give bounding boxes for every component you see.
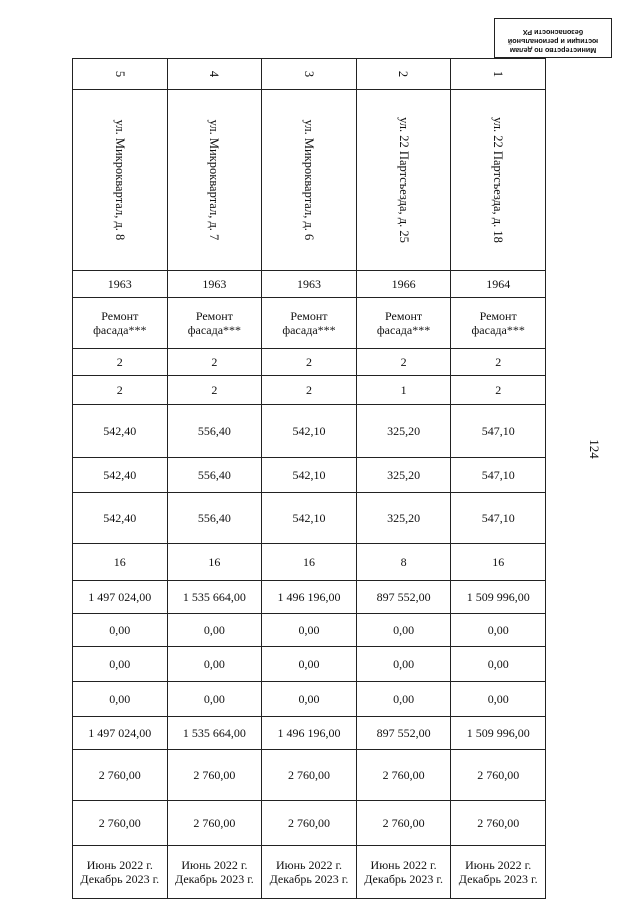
table-cell-c4	[167, 682, 262, 717]
table-cell-a2	[262, 458, 357, 493]
cell-value: 0,00	[298, 657, 320, 671]
table-cell-v1	[167, 349, 262, 376]
table-cell-time	[262, 846, 357, 899]
cell-value: 16	[113, 555, 126, 569]
table-cell-c3	[451, 647, 546, 682]
table-cell-address	[262, 90, 357, 271]
cell-value: 1964	[486, 277, 511, 291]
table-cell-a2	[451, 458, 546, 493]
table-cell-c1	[356, 581, 451, 614]
column-number: 4	[207, 70, 222, 78]
page-number: 124	[587, 439, 602, 459]
cell-value: 1966	[391, 277, 416, 291]
cell-value: 1 497 024,00	[88, 726, 152, 740]
table-cell-v2	[451, 376, 546, 405]
table-cell-a1	[262, 405, 357, 458]
table-cell-c5	[262, 717, 357, 750]
table-cell-c4	[73, 682, 168, 717]
table-cell-c2	[167, 614, 262, 647]
table-cell-c4	[356, 682, 451, 717]
table-cell-c5	[451, 717, 546, 750]
table-cell-v1	[73, 349, 168, 376]
column-number: 3	[301, 70, 316, 78]
address-label: ул. Микроквартал, д. 8	[112, 119, 127, 241]
table-cell-address	[451, 90, 546, 271]
cell-value: 0,00	[203, 692, 225, 706]
table-cell-time	[356, 846, 451, 899]
table-row	[73, 682, 546, 717]
cell-value: 0,00	[393, 623, 415, 637]
table-cell-c2	[356, 614, 451, 647]
cell-value: 1 496 196,00	[277, 726, 341, 740]
cell-value: 542,40	[103, 468, 137, 482]
cell-value: 2 760,00	[287, 768, 330, 782]
table-cell-year	[167, 271, 262, 298]
end-period: Декабрь 2023 г.	[364, 872, 443, 886]
table-cell-c5	[73, 717, 168, 750]
table-cell-no	[167, 59, 262, 90]
table-cell-a3	[167, 493, 262, 544]
cell-value: 0,00	[298, 623, 320, 637]
table-cell-c1	[451, 581, 546, 614]
cell-value: 1963	[202, 277, 227, 291]
table-cell-cnt	[451, 544, 546, 581]
table-cell-a2	[73, 458, 168, 493]
table-cell-c3	[356, 647, 451, 682]
cell-value: 0,00	[109, 692, 131, 706]
table-cell-c5	[356, 717, 451, 750]
cell-value: 542,10	[292, 468, 326, 482]
cell-value: 1963	[296, 277, 321, 291]
cell-value: 2	[211, 383, 218, 397]
cell-value: 897 552,00	[376, 590, 431, 604]
table-cell-cnt	[356, 544, 451, 581]
cell-value: 542,10	[292, 511, 326, 525]
cell-value: 2 760,00	[382, 768, 425, 782]
cell-value: 0,00	[487, 623, 509, 637]
cell-value: 16	[208, 555, 221, 569]
cell-value: 542,40	[103, 424, 137, 438]
table-row	[73, 750, 546, 801]
table-cell-a1	[356, 405, 451, 458]
table-cell-work	[73, 298, 168, 349]
table-cell-no	[451, 59, 546, 90]
table-row	[73, 376, 546, 405]
table-cell-c4	[451, 682, 546, 717]
table-cell-u2	[451, 801, 546, 846]
table-cell-u2	[262, 801, 357, 846]
table-row	[73, 614, 546, 647]
table-cell-a2	[167, 458, 262, 493]
table-cell-c3	[73, 647, 168, 682]
cell-value: 542,40	[103, 511, 137, 525]
cell-value: 542,10	[292, 424, 326, 438]
work-type: Ремонт фасада***	[187, 309, 242, 337]
table-cell-c2	[451, 614, 546, 647]
table-cell-a1	[451, 405, 546, 458]
table-row	[73, 801, 546, 846]
table-cell-c3	[262, 647, 357, 682]
cell-value: 1 509 996,00	[466, 590, 530, 604]
table-cell-v2	[356, 376, 451, 405]
table-cell-a3	[356, 493, 451, 544]
column-number: 1	[491, 70, 506, 78]
start-period: Июнь 2022 г.	[181, 858, 248, 872]
table-row	[73, 298, 546, 349]
table-cell-c4	[262, 682, 357, 717]
table-cell-a3	[73, 493, 168, 544]
work-type: Ремонт фасада***	[282, 309, 336, 337]
table-row	[73, 349, 546, 376]
table-cell-u1	[451, 750, 546, 801]
address-label: ул. 22 Партсъезда, д. 18	[491, 117, 506, 243]
table-cell-address	[167, 90, 262, 271]
work-type: Ремонт фасада***	[471, 309, 525, 337]
cell-value: 2	[400, 355, 407, 369]
cell-value: 1 535 664,00	[182, 726, 246, 740]
start-period: Июнь 2022 г.	[275, 858, 343, 872]
table-cell-u2	[167, 801, 262, 846]
start-period: Июнь 2022 г.	[370, 858, 437, 872]
cell-value: 0,00	[487, 692, 509, 706]
table-cell-c1	[167, 581, 262, 614]
table-cell-a3	[262, 493, 357, 544]
table-cell-a2	[356, 458, 451, 493]
column-number: 5	[112, 70, 127, 78]
cell-value: 0,00	[109, 623, 131, 637]
table-cell-v2	[73, 376, 168, 405]
cell-value: 1 535 664,00	[182, 590, 246, 604]
table-cell-v1	[356, 349, 451, 376]
work-type: Ремонт фасада***	[93, 309, 147, 337]
table-row	[73, 846, 546, 899]
table-row	[73, 405, 546, 458]
table-row	[73, 271, 546, 298]
table-cell-time	[73, 846, 168, 899]
table-cell-v1	[262, 349, 357, 376]
cell-value: 1 496 196,00	[277, 590, 341, 604]
table-row	[73, 59, 546, 90]
cell-value: 8	[400, 555, 407, 569]
start-period: Июнь 2022 г.	[86, 858, 153, 872]
table-cell-cnt	[167, 544, 262, 581]
table-cell-address	[356, 90, 451, 271]
cell-value: 547,10	[481, 511, 515, 525]
table-row	[73, 717, 546, 750]
cell-value: 16	[302, 555, 315, 569]
table-cell-u1	[356, 750, 451, 801]
cell-value: 2 760,00	[98, 768, 141, 782]
table-cell-a1	[73, 405, 168, 458]
cell-value: 2	[116, 355, 123, 369]
cell-value: 2	[495, 355, 502, 369]
table-row	[73, 90, 546, 271]
cell-value: 2 760,00	[477, 816, 520, 830]
table-cell-u1	[73, 750, 168, 801]
cell-value: 556,40	[197, 511, 231, 525]
column-number: 2	[396, 70, 411, 78]
table-cell-u2	[356, 801, 451, 846]
table-row	[73, 458, 546, 493]
cell-value: 325,20	[387, 468, 421, 482]
cell-value: 0,00	[203, 657, 225, 671]
address-label: ул. Микроквартал, д. 7	[207, 119, 222, 241]
table-cell-u2	[73, 801, 168, 846]
table-cell-year	[73, 271, 168, 298]
table-cell-a3	[451, 493, 546, 544]
cell-value: 325,20	[387, 424, 421, 438]
cell-value: 547,10	[481, 468, 515, 482]
cell-value: 0,00	[109, 657, 131, 671]
table-cell-c1	[262, 581, 357, 614]
ministry-stamp	[494, 18, 612, 58]
cell-value: 1 497 024,00	[88, 590, 152, 604]
end-period: Декабрь 2023 г.	[175, 872, 254, 886]
cell-value: 2	[305, 383, 312, 397]
table-cell-work	[262, 298, 357, 349]
table-row	[73, 647, 546, 682]
cell-value: 0,00	[298, 692, 320, 706]
cell-value: 2	[305, 355, 312, 369]
table-cell-a1	[167, 405, 262, 458]
table-cell-v2	[167, 376, 262, 405]
table-cell-address	[73, 90, 168, 271]
cell-value: 2	[495, 383, 502, 397]
cell-value: 0,00	[203, 623, 225, 637]
cell-value: 556,40	[197, 468, 231, 482]
table-row	[73, 493, 546, 544]
table-cell-year	[451, 271, 546, 298]
cell-value: 2 760,00	[193, 816, 236, 830]
cell-value: 2 760,00	[287, 816, 330, 830]
cell-value: 897 552,00	[376, 726, 431, 740]
cell-value: 2 760,00	[477, 768, 520, 782]
table-cell-c2	[73, 614, 168, 647]
table-cell-work	[167, 298, 262, 349]
end-period: Декабрь 2023 г.	[269, 872, 349, 886]
table-cell-cnt	[262, 544, 357, 581]
table-cell-v1	[451, 349, 546, 376]
cell-value: 2	[116, 383, 123, 397]
table-cell-no	[73, 59, 168, 90]
cell-value: 556,40	[197, 424, 231, 438]
cell-value: 16	[492, 555, 505, 569]
cell-value: 1963	[107, 277, 132, 291]
cell-value: 0,00	[393, 657, 415, 671]
cell-value: 0,00	[393, 692, 415, 706]
table-cell-u1	[167, 750, 262, 801]
housing-repair-table	[72, 58, 546, 899]
table-cell-year	[356, 271, 451, 298]
table-cell-work	[451, 298, 546, 349]
end-period: Декабрь 2023 г.	[80, 872, 160, 886]
cell-value: 2 760,00	[98, 816, 141, 830]
table-cell-no	[262, 59, 357, 90]
cell-value: 547,10	[481, 424, 515, 438]
table-cell-work	[356, 298, 451, 349]
cell-value: 1	[400, 383, 407, 397]
table-cell-time	[167, 846, 262, 899]
address-label: ул. 22 Партсъезда, д. 25	[396, 117, 411, 243]
start-period: Июнь 2022 г.	[465, 858, 532, 872]
table-body	[73, 59, 546, 899]
table-cell-c2	[262, 614, 357, 647]
table-cell-u1	[262, 750, 357, 801]
table-cell-c3	[167, 647, 262, 682]
address-label: ул. Микроквартал, д. 6	[301, 119, 316, 241]
cell-value: 325,20	[387, 511, 421, 525]
table-row	[73, 581, 546, 614]
table-cell-c5	[167, 717, 262, 750]
table-cell-year	[262, 271, 357, 298]
cell-value: 1 509 996,00	[466, 726, 530, 740]
table-cell-no	[356, 59, 451, 90]
cell-value: 2 760,00	[193, 768, 236, 782]
cell-value: 2	[211, 355, 218, 369]
end-period: Декабрь 2023 г.	[458, 872, 538, 886]
cell-value: 0,00	[487, 657, 509, 671]
table-cell-time	[451, 846, 546, 899]
stamp-text: Министерство по делам юстиции и региональной безопасности РХ	[507, 28, 599, 55]
table-cell-v2	[262, 376, 357, 405]
cell-value: 2 760,00	[382, 816, 425, 830]
table-row	[73, 544, 546, 581]
work-type: Ремонт фасада***	[376, 309, 431, 337]
table-cell-c1	[73, 581, 168, 614]
table-cell-cnt	[73, 544, 168, 581]
